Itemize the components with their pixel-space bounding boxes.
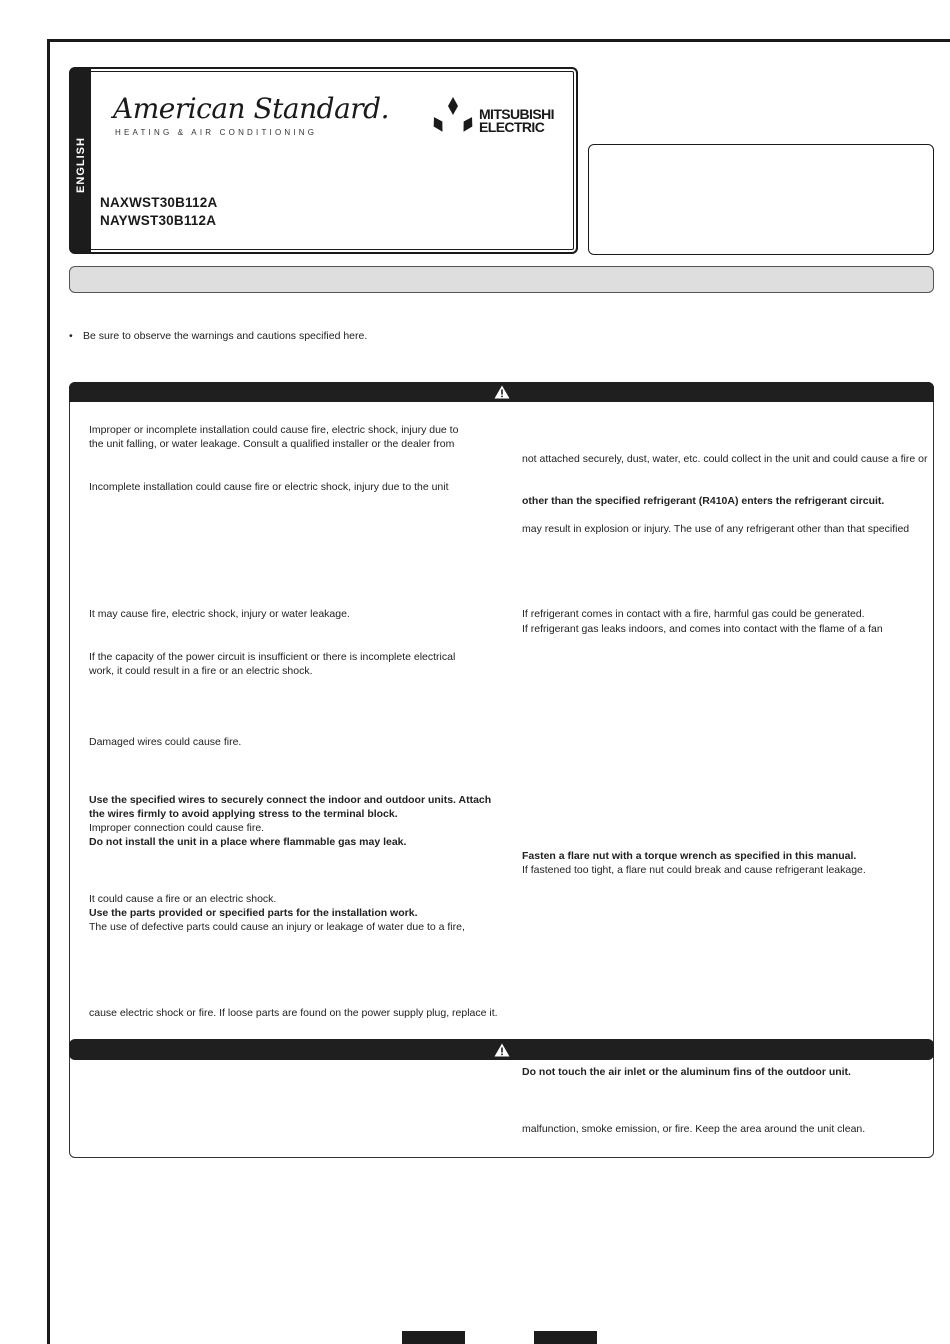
footer-tab: [402, 1331, 465, 1344]
partner-brand-line2: ELECTRIC: [479, 119, 545, 135]
caution-text: malfunction, smoke emission, or fire. Keep the area around the unit clean.: [522, 1123, 866, 1135]
warning-heading: Use the parts provided or specified parts for the installation work.: [89, 907, 418, 919]
brand-tagline: HEATING & AIR CONDITIONING: [115, 128, 318, 137]
warning-heading: Do not install the unit in a place where flammable gas may leak.: [89, 836, 407, 848]
warning-heading: Fasten a flare nut with a torque wrench as specified in this manual.: [522, 850, 857, 862]
language-tab-label: ENGLISH: [74, 137, 87, 193]
bullet-icon: •: [69, 330, 73, 342]
partner-brand: [479, 108, 554, 134]
footer-tab: [534, 1331, 597, 1344]
warning-text: the unit falling, or water leakage. Consult a qualified installer or the dealer from: [89, 438, 455, 450]
warning-text: If refrigerant comes in contact with a fire, harmful gas could be generated.: [522, 608, 865, 620]
warning-text: If fastened too tight, a flare nut could break and cause refrigerant leakage.: [522, 864, 866, 876]
warning-text: Incomplete installation could cause fire or electric shock, injury due to the unit: [89, 481, 449, 493]
warning-text: Improper or incomplete installation could cause fire, electric shock, injury due to: [89, 424, 459, 436]
language-tab-label-wrap: [70, 130, 91, 200]
warning-heading: other than the specified refrigerant (R410A) enters the refrigerant circuit.: [522, 495, 885, 507]
intro-note-text: Be sure to observe the warnings and cautions specified here.: [83, 330, 368, 342]
warning-heading: the wires firmly to avoid applying stress to the terminal block.: [89, 808, 398, 820]
warning-text: It may cause fire, electric shock, injury or water leakage.: [89, 608, 350, 620]
brand-logo-text: American Standard.: [113, 92, 389, 125]
section-title-bar: [69, 266, 934, 293]
warning-triangle-icon: [494, 1043, 510, 1057]
warning-header-bar: [69, 382, 934, 402]
warning-text: Improper connection could cause fire.: [89, 822, 265, 834]
warning-text: not attached securely, dust, water, etc. could collect in the unit and could cause a fire or: [522, 453, 928, 465]
page-frame-left: [47, 39, 50, 1344]
info-box: [588, 144, 934, 255]
intro-note: [69, 330, 367, 342]
model-number: NAYWST30B112A: [100, 213, 217, 228]
warning-heading: Use the specified wires to securely connect the indoor and outdoor units. Attach: [89, 794, 492, 806]
warning-text: work, it could result in a fire or an electric shock.: [89, 665, 313, 677]
partner-brand-line1: MITSUBISHI: [479, 106, 554, 122]
mitsubishi-diamonds-icon: [433, 97, 473, 137]
warning-text: The use of defective parts could cause an injury or leakage of water due to a fire,: [89, 921, 465, 933]
warning-text: It could cause a fire or an electric shock.: [89, 893, 277, 905]
warning-text: may result in explosion or injury. The use of any refrigerant other than that specified: [522, 523, 910, 535]
warning-text: If the capacity of the power circuit is insufficient or there is incomplete electrical: [89, 651, 456, 663]
caution-heading: Do not touch the air inlet or the aluminum fins of the outdoor unit.: [522, 1066, 851, 1078]
warning-text: Damaged wires could cause fire.: [89, 736, 242, 748]
model-number: NAXWST30B112A: [100, 195, 218, 210]
warning-text: If refrigerant gas leaks indoors, and comes into contact with the flame of a fan: [522, 623, 883, 635]
warning-text: cause electric shock or fire. If loose parts are found on the power supply plug, replace it.: [89, 1007, 498, 1019]
page-frame-top: [47, 39, 950, 42]
caution-header-bar: [69, 1039, 934, 1060]
warning-triangle-icon: [494, 385, 510, 399]
